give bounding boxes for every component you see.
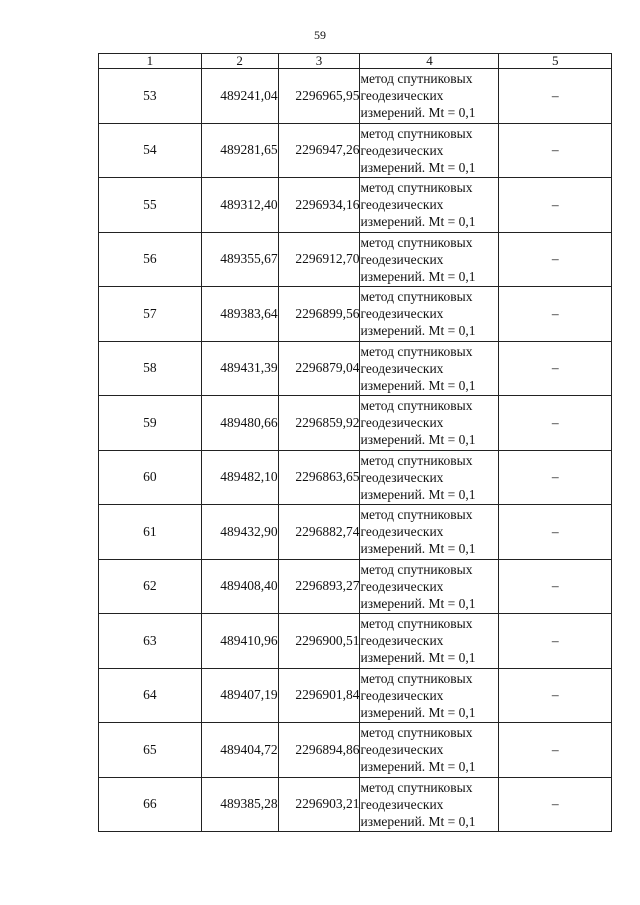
y-coordinate-cell: 2296901,84 <box>278 668 360 723</box>
method-line: измерений. Mt = 0,1 <box>360 541 476 557</box>
method-line: геодезических <box>360 687 444 703</box>
note-cell: – <box>499 614 612 669</box>
x-coordinate-cell: 489480,66 <box>201 396 278 451</box>
page-number: 59 <box>314 28 326 42</box>
note-cell: – <box>499 69 612 124</box>
x-coordinate-cell: 489404,72 <box>201 723 278 778</box>
method-cell <box>360 777 499 832</box>
y-coordinate-cell: 2296879,04 <box>278 341 360 396</box>
column-header-1: 1 <box>99 54 202 69</box>
method-line: измерений. Mt = 0,1 <box>360 432 476 448</box>
point-number-cell: 61 <box>99 505 202 560</box>
note-cell: – <box>499 287 612 342</box>
method-line: измерений. Mt = 0,1 <box>360 268 476 284</box>
method-line: измерений. Mt = 0,1 <box>360 813 476 829</box>
method-cell <box>360 69 499 124</box>
y-coordinate-cell: 2296893,27 <box>278 559 360 614</box>
method-line: метод спутниковых <box>360 343 473 359</box>
note-cell: – <box>499 396 612 451</box>
x-coordinate-cell: 489431,39 <box>201 341 278 396</box>
note-cell: – <box>499 450 612 505</box>
method-line: метод спутниковых <box>360 507 473 523</box>
column-header-3: 3 <box>278 54 360 69</box>
method-line: геодезических <box>360 197 444 213</box>
note-cell: – <box>499 178 612 233</box>
method-line: геодезических <box>360 469 444 485</box>
y-coordinate-cell: 2296899,56 <box>278 287 360 342</box>
y-coordinate-cell: 2296912,70 <box>278 232 360 287</box>
y-coordinate-cell: 2296965,95 <box>278 69 360 124</box>
column-header-5: 5 <box>499 54 612 69</box>
y-coordinate-cell: 2296903,21 <box>278 777 360 832</box>
table-body <box>99 69 612 832</box>
x-coordinate-cell: 489281,65 <box>201 123 278 178</box>
method-line: измерений. Mt = 0,1 <box>360 105 476 121</box>
x-coordinate-cell: 489407,19 <box>201 668 278 723</box>
method-line: метод спутниковых <box>360 289 473 305</box>
method-line: метод спутниковых <box>360 125 473 141</box>
x-coordinate-cell: 489408,40 <box>201 559 278 614</box>
y-coordinate-cell: 2296863,65 <box>278 450 360 505</box>
method-line: измерений. Mt = 0,1 <box>360 595 476 611</box>
point-number-cell: 57 <box>99 287 202 342</box>
method-line: измерений. Mt = 0,1 <box>360 759 476 775</box>
table-row <box>99 450 612 505</box>
method-line: геодезических <box>360 796 444 812</box>
point-number-cell: 58 <box>99 341 202 396</box>
note-cell: – <box>499 341 612 396</box>
table-header-row <box>99 54 612 69</box>
method-line: метод спутниковых <box>360 234 473 250</box>
method-cell <box>360 341 499 396</box>
point-number-cell: 53 <box>99 69 202 124</box>
method-line: метод спутниковых <box>360 452 473 468</box>
method-cell <box>360 450 499 505</box>
point-number-cell: 62 <box>99 559 202 614</box>
note-cell: – <box>499 668 612 723</box>
method-cell <box>360 232 499 287</box>
point-number-cell: 63 <box>99 614 202 669</box>
method-line: метод спутниковых <box>360 725 473 741</box>
method-line: метод спутниковых <box>360 398 473 414</box>
y-coordinate-cell: 2296934,16 <box>278 178 360 233</box>
y-coordinate-cell: 2296859,92 <box>278 396 360 451</box>
method-line: геодезических <box>360 742 444 758</box>
method-cell <box>360 178 499 233</box>
table-row <box>99 505 612 560</box>
method-cell <box>360 287 499 342</box>
y-coordinate-cell: 2296894,86 <box>278 723 360 778</box>
method-line: метод спутниковых <box>360 561 473 577</box>
method-cell <box>360 614 499 669</box>
method-cell <box>360 123 499 178</box>
table-row <box>99 396 612 451</box>
point-number-cell: 56 <box>99 232 202 287</box>
method-cell <box>360 396 499 451</box>
method-line: метод спутниковых <box>360 779 473 795</box>
table-row <box>99 777 612 832</box>
method-line: измерений. Mt = 0,1 <box>360 323 476 339</box>
table-row <box>99 341 612 396</box>
method-line: геодезических <box>360 142 444 158</box>
note-cell: – <box>499 232 612 287</box>
method-line: метод спутниковых <box>360 670 473 686</box>
method-line: геодезических <box>360 415 444 431</box>
column-header-4: 4 <box>360 54 499 69</box>
note-cell: – <box>499 505 612 560</box>
x-coordinate-cell: 489355,67 <box>201 232 278 287</box>
x-coordinate-cell: 489312,40 <box>201 178 278 233</box>
note-cell: – <box>499 723 612 778</box>
method-line: измерений. Mt = 0,1 <box>360 159 476 175</box>
y-coordinate-cell: 2296882,74 <box>278 505 360 560</box>
method-line: измерений. Mt = 0,1 <box>360 704 476 720</box>
note-cell: – <box>499 777 612 832</box>
x-coordinate-cell: 489482,10 <box>201 450 278 505</box>
x-coordinate-cell: 489432,90 <box>201 505 278 560</box>
table-row <box>99 287 612 342</box>
y-coordinate-cell: 2296947,26 <box>278 123 360 178</box>
method-line: измерений. Mt = 0,1 <box>360 214 476 230</box>
x-coordinate-cell: 489241,04 <box>201 69 278 124</box>
method-line: геодезических <box>360 524 444 540</box>
method-line: метод спутниковых <box>360 616 473 632</box>
method-line: геодезических <box>360 633 444 649</box>
method-cell <box>360 559 499 614</box>
point-number-cell: 66 <box>99 777 202 832</box>
table-row <box>99 668 612 723</box>
method-line: измерений. Mt = 0,1 <box>360 377 476 393</box>
method-line: геодезических <box>360 578 444 594</box>
table-row <box>99 123 612 178</box>
method-cell <box>360 723 499 778</box>
method-line: метод спутниковых <box>360 71 473 87</box>
y-coordinate-cell: 2296900,51 <box>278 614 360 669</box>
method-line: геодезических <box>360 306 444 322</box>
table-row <box>99 614 612 669</box>
method-line: измерений. Mt = 0,1 <box>360 650 476 666</box>
method-line: геодезических <box>360 88 444 104</box>
coordinates-table <box>98 53 612 832</box>
point-number-cell: 54 <box>99 123 202 178</box>
table-row <box>99 232 612 287</box>
method-cell <box>360 668 499 723</box>
x-coordinate-cell: 489385,28 <box>201 777 278 832</box>
table-row <box>99 178 612 233</box>
method-line: измерений. Mt = 0,1 <box>360 486 476 502</box>
table-row <box>99 559 612 614</box>
point-number-cell: 60 <box>99 450 202 505</box>
note-cell: – <box>499 123 612 178</box>
x-coordinate-cell: 489383,64 <box>201 287 278 342</box>
table-row <box>99 723 612 778</box>
method-line: геодезических <box>360 251 444 267</box>
point-number-cell: 65 <box>99 723 202 778</box>
method-line: геодезических <box>360 360 444 376</box>
note-cell: – <box>499 559 612 614</box>
x-coordinate-cell: 489410,96 <box>201 614 278 669</box>
column-header-2: 2 <box>201 54 278 69</box>
table-row <box>99 69 612 124</box>
point-number-cell: 64 <box>99 668 202 723</box>
method-line: метод спутниковых <box>360 180 473 196</box>
method-cell <box>360 505 499 560</box>
point-number-cell: 59 <box>99 396 202 451</box>
point-number-cell: 55 <box>99 178 202 233</box>
